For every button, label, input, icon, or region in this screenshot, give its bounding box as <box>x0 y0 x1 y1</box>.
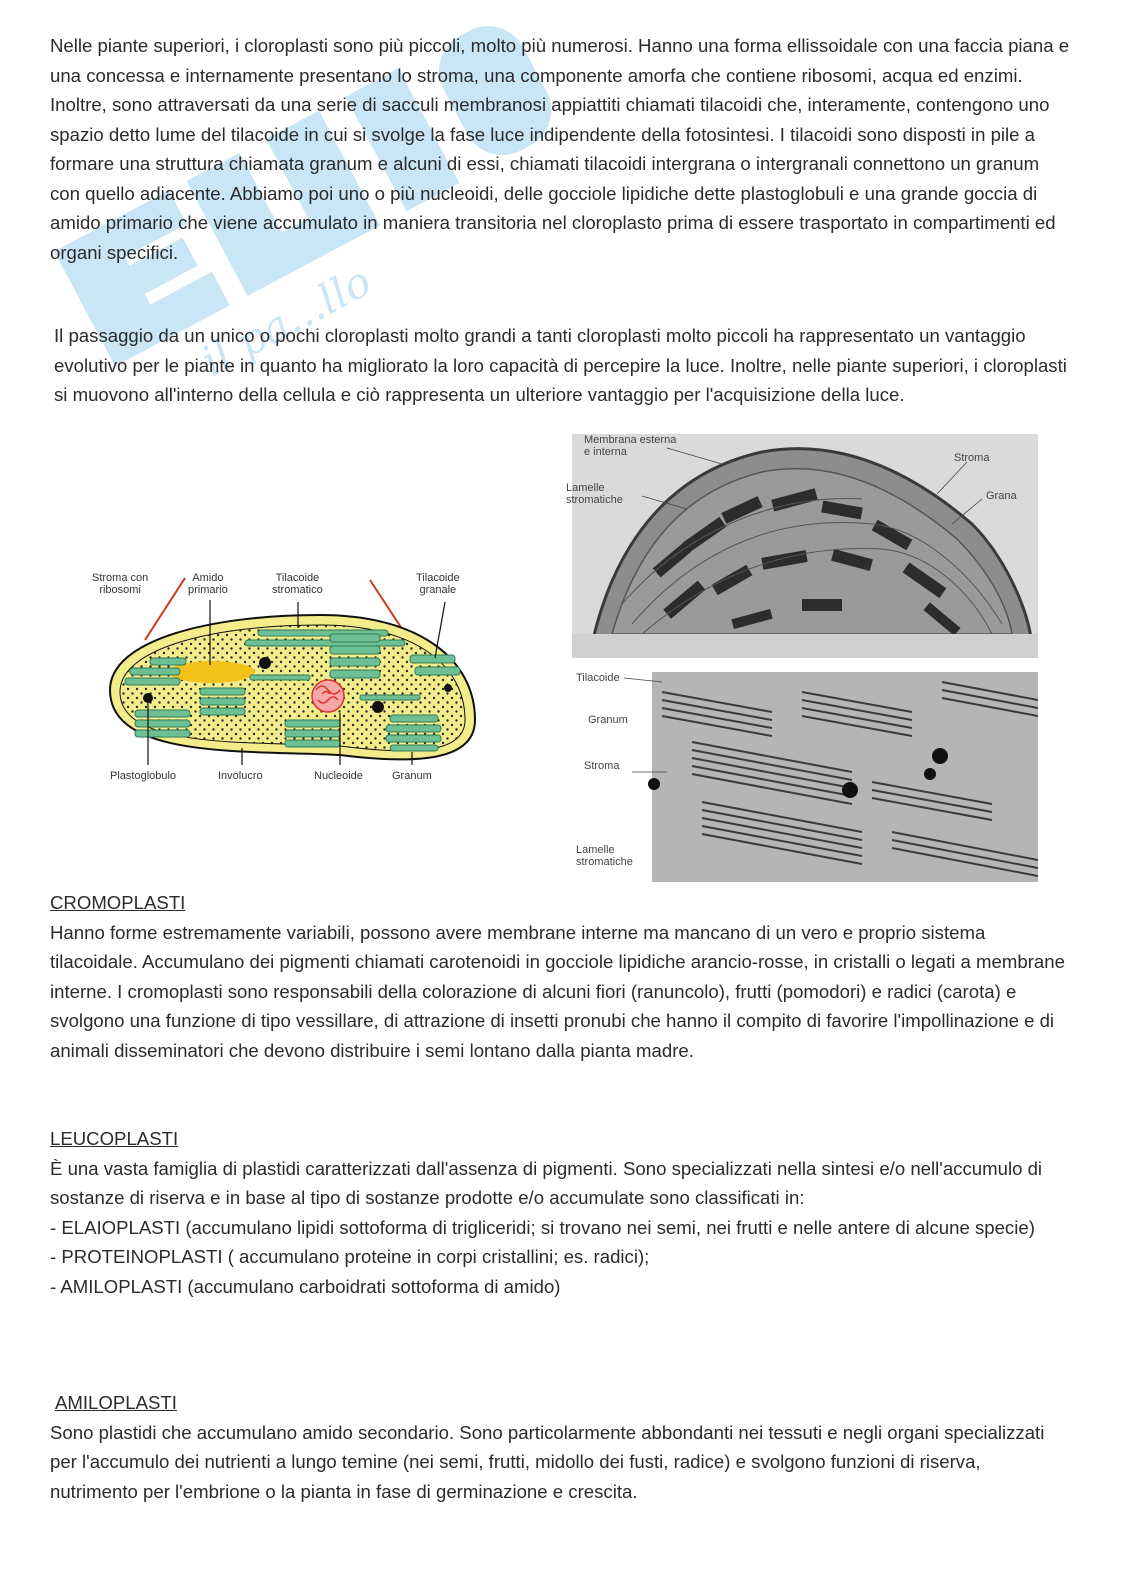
label-granum: Granum <box>392 770 432 782</box>
label-stroma-bottom: Stroma <box>584 760 620 772</box>
paragraph-evolutionary-advantage: Il passaggio da un unico o pochi cloroplasti molto grandi a tanti cloroplasti molto piccoli ha rappresentato un vantaggio evolutivo per le piante in quanto ha migliorato la loro capacità di percepire la luce. Inoltre, nelle piante superiori, i cloroplasti si muovono all'interno della cellula e ciò rappresenta un ulteriore vantaggio per l'acquisizione della luce. <box>54 325 1067 405</box>
label-stroma-top: Stroma <box>954 452 990 464</box>
label-tilacoide-stromatico: Tilacoide stromatico <box>272 572 323 596</box>
intro-paragraph <box>50 31 1070 267</box>
label-lamelle-stromatiche-bottom: Lamelle stromatiche <box>576 844 633 868</box>
micrograph-chloroplast <box>566 434 1038 658</box>
text-cromoplasti: Hanno forme estremamente variabili, possono avere membrane interne ma mancano di un vero e proprio sistema tilacoidale. Accumulano dei pigmenti chiamati carotenoidi in gocciole lipidiche arancio-rosse, in cristalli o legati a membrane interne. I cromoplasti sono responsabili della colorazione di alcuni fiori (ranuncolo), frutti (pomodori) e radici (carota) e svolgono una funzione di tipo vessillare, di attrazione di insetti pronubi che hanno il compito di favorire l'impollinazione e di animali disseminatori che devono distribuire i semi lontano dalla pianta madre. <box>50 921 1065 1061</box>
label-membrana-esterna: Membrana esterna e interna <box>584 434 677 458</box>
section-leucoplasti <box>50 1124 1070 1301</box>
list-item-proteinoplasti: - PROTEINOPLASTI ( accumulano proteine in corpi cristallini; es. radici); <box>50 1246 650 1267</box>
heading-leucoplasti: LEUCOPLASTI <box>50 1128 179 1149</box>
heading-amiloplasti: AMILOPLASTI <box>55 1392 177 1413</box>
label-lamelle-stromatiche-top: Lamelle stromatiche <box>566 482 623 506</box>
section-amiloplasti <box>50 1388 1070 1506</box>
list-item-amiloplasti: - AMILOPLASTI (accumulano carboidrati sottoforma di amido) <box>50 1275 561 1297</box>
nucleoid <box>312 680 344 712</box>
evolution-paragraph <box>54 321 1074 410</box>
label-granum-bottom: Granum <box>588 714 628 726</box>
label-grana: Grana <box>986 490 1017 502</box>
plastoglobule <box>143 693 153 703</box>
list-item-elaioplasti: - ELAIOPLASTI (accumulano lipidi sottoforma di trigliceridi; si trovano nei semi, nei frutti e nelle antere di alcune specie) <box>50 1216 1035 1238</box>
label-tilacoide-granale: Tilacoide granale <box>416 572 460 596</box>
paragraph-chloroplast-structure: Nelle piante superiori, i cloroplasti sono più piccoli, molto più numerosi. Hanno una forma ellissoidale con una faccia piana e una concessa e internamente presentano lo stroma, una componente amorfa che contiene ribosomi, acqua ed enzimi. Inoltre, sono attraversati da una serie di sacculi membranosi appiattiti chiamati tilacoidi che, interamente, contengono uno spazio detto lume del tilacoide in cui si svolge la fase luce indipendente della fotosintesi. I tilacoidi sono disposti in pile a formare una struttura chiamata granum e alcuni di essi, chiamati tilacoidi intergrana o intergranali connettono un granum con quello adiacente. Abbiamo poi uno o più nucleoidi, delle gocciole lipidiche dette plastoglobuli e una grande goccia di amido primario che viene accumulato in maniera transitoria nel cloroplasto prima di essere trasportato in compartimenti ed organi specifici. <box>50 35 1070 263</box>
section-cromoplasti <box>50 888 1070 1065</box>
label-tilacoide: Tilacoide <box>576 672 620 684</box>
heading-cromoplasti: CROMOPLASTI <box>50 892 186 913</box>
chloroplast-diagram-svg <box>90 570 490 790</box>
chloroplast-diagram <box>90 570 490 790</box>
text-amiloplasti: Sono plastidi che accumulano amido secondario. Sono particolarmente abbondanti nei tessuti e negli organi specializzati per l'accumulo dei nutrienti a lungo temine (nei semi, frutti, midollo dei fusti, radice) e svolgono funzioni di riserva, nutrimento per l'embrione o la pianta in fase di germinazione e crescita. <box>50 1421 1045 1502</box>
svg-text:il pa...llo: il pa...llo <box>193 256 380 387</box>
label-stroma-ribosomi: Stroma con ribosomi <box>92 572 149 596</box>
label-plastoglobulo: Plastoglobulo <box>110 770 177 782</box>
label-amido-primario: Amido primario <box>188 572 228 596</box>
label-involucro: Involucro <box>218 770 263 782</box>
text-leucoplasti: È una vasta famiglia di plastidi caratterizzati dall'assenza di pigmenti. Sono specializzati nella sintesi e/o nell'accumulo di sostanze di riserva e in base al tipo di sostanze prodotte e/o accumulate sono classificati in: <box>50 1157 1043 1208</box>
label-nucleoide: Nucleoide <box>314 770 363 782</box>
micrograph-thylakoids <box>572 672 1038 882</box>
